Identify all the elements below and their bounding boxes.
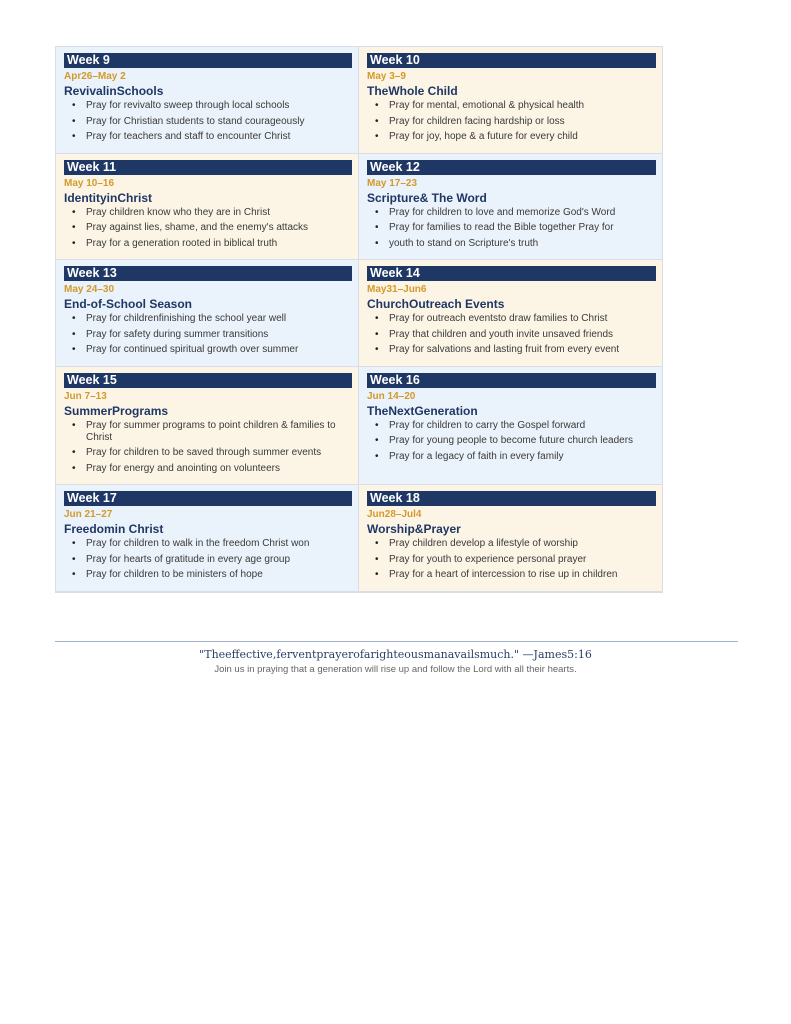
- week-theme: IdentityinChrist: [64, 190, 153, 205]
- prayer-list: [64, 100, 352, 143]
- week-card: [359, 154, 662, 261]
- prayer-item: • Pray children know who they are in Christ: [86, 207, 352, 219]
- prayer-list: [367, 207, 656, 250]
- week-label: Week 10: [367, 53, 656, 68]
- week-label: Week 13: [64, 266, 352, 281]
- week-card: [359, 47, 662, 154]
- week-label: Week 18: [367, 491, 656, 506]
- prayer-item: • Pray for children to carry the Gospel forward: [389, 420, 656, 432]
- prayer-item: • Pray for revivalto sweep through local schools: [86, 100, 352, 112]
- week-dates: May 17–23: [367, 177, 418, 189]
- week-dates: Jun 21–27: [64, 509, 113, 520]
- prayer-list: [367, 100, 656, 143]
- prayer-item: • Pray for children to be ministers of hope: [86, 569, 352, 581]
- week-theme: End-of-School Season: [64, 297, 193, 311]
- prayer-item: • Pray for safety during summer transitions: [86, 329, 352, 341]
- prayer-item: • Pray for outreach eventsto draw families to Christ: [389, 313, 656, 325]
- week-card: [56, 485, 359, 592]
- week-label: Week 11: [64, 160, 352, 175]
- prayer-item: • Pray for children to be saved through summer events: [86, 447, 352, 459]
- week-label: Week 14: [367, 266, 656, 281]
- prayer-item: • Pray for childrenfinishing the school year well: [86, 313, 352, 325]
- scripture-verse: "Theeffective,ferventprayerofarighteousmanavailsmuch." —James5:16: [199, 648, 592, 661]
- week-card: [56, 47, 359, 154]
- week-label: Week 16: [367, 373, 656, 388]
- week-theme: Freedomin Christ: [64, 522, 164, 536]
- prayer-list: [64, 313, 352, 356]
- week-card: [56, 367, 359, 486]
- week-theme: Scripture& The Word: [367, 190, 487, 205]
- week-card: [56, 154, 359, 261]
- week-card: [56, 260, 359, 367]
- week-dates: Jun 7–13: [64, 390, 107, 402]
- prayer-item: • Pray for youth to experience personal prayer: [389, 554, 656, 566]
- week-dates: May 10–16: [64, 177, 115, 189]
- week-theme: Worship&Prayer: [367, 522, 461, 536]
- prayer-item: • Pray for continued spiritual growth over summer: [86, 344, 352, 356]
- week-label: Week 17: [64, 491, 352, 506]
- prayer-list: [64, 207, 352, 250]
- prayer-list: [64, 538, 352, 581]
- prayer-item: • Pray for children facing hardship or loss: [389, 116, 656, 128]
- week-dates: Apr26–May 2: [64, 71, 126, 82]
- week-dates: May 3–9: [367, 71, 406, 82]
- week-theme: TheNextGeneration: [367, 403, 478, 418]
- prayer-calendar-grid: [55, 46, 663, 593]
- week-theme: RevivalinSchools: [64, 84, 164, 98]
- prayer-list: [64, 420, 352, 475]
- prayer-item: • Pray for teachers and staff to encounter Christ: [86, 131, 352, 143]
- prayer-item: • Pray for mental, emotional & physical health: [389, 100, 656, 112]
- footer-divider: [55, 641, 738, 642]
- prayer-item: • Pray that children and youth invite unsaved friends: [389, 329, 656, 341]
- prayer-item: • Pray for a heart of intercession to rise up in children: [389, 569, 656, 581]
- prayer-item: • Pray for joy, hope & a future for every child: [389, 131, 656, 143]
- prayer-item: • Pray for a legacy of faith in every family: [389, 451, 656, 463]
- week-theme: SummerPrograms: [64, 403, 169, 418]
- prayer-list: [367, 420, 656, 463]
- prayer-item: • youth to stand on Scripture's truth: [389, 238, 656, 250]
- week-label: Week 12: [367, 160, 656, 175]
- prayer-item: • Pray for a generation rooted in biblical truth: [86, 238, 352, 250]
- prayer-item: • Pray for children to love and memorize God's Word: [389, 207, 656, 219]
- week-card: [359, 485, 662, 592]
- prayer-item: • Pray for Christian students to stand courageously: [86, 116, 352, 128]
- week-label: Week 9: [64, 53, 352, 68]
- prayer-item: • Pray for summer programs to point children & families to Christ: [86, 420, 352, 444]
- prayer-item: • Pray against lies, shame, and the enemy's attacks: [86, 222, 352, 234]
- prayer-item: • Pray for hearts of gratitude in every age group: [86, 554, 352, 566]
- prayer-list: [367, 313, 656, 356]
- week-card: [359, 367, 662, 486]
- prayer-list: [367, 538, 656, 581]
- week-theme: ChurchOutreach Events: [367, 297, 505, 311]
- prayer-item: • Pray for families to read the Bible together Pray for: [389, 222, 656, 234]
- prayer-item: • Pray for salvations and lasting fruit from every event: [389, 344, 656, 356]
- week-dates: Jun28–Jul4: [367, 509, 422, 520]
- prayer-item: • Pray for energy and anointing on volunteers: [86, 463, 352, 475]
- week-label: Week 15: [64, 373, 352, 388]
- footer-subtitle: Join us in praying that a generation will rise up and follow the Lord with all their hearts.: [214, 664, 577, 675]
- week-dates: May 24–30: [64, 284, 115, 295]
- prayer-item: • Pray for young people to become future church leaders: [389, 435, 656, 447]
- week-card: [359, 260, 662, 367]
- week-dates: May31–Jun6: [367, 284, 427, 295]
- prayer-item: • Pray for children to walk in the freedom Christ won: [86, 538, 352, 550]
- week-theme: TheWhole Child: [367, 84, 458, 98]
- week-dates: Jun 14–20: [367, 390, 416, 402]
- prayer-item: • Pray children develop a lifestyle of worship: [389, 538, 656, 550]
